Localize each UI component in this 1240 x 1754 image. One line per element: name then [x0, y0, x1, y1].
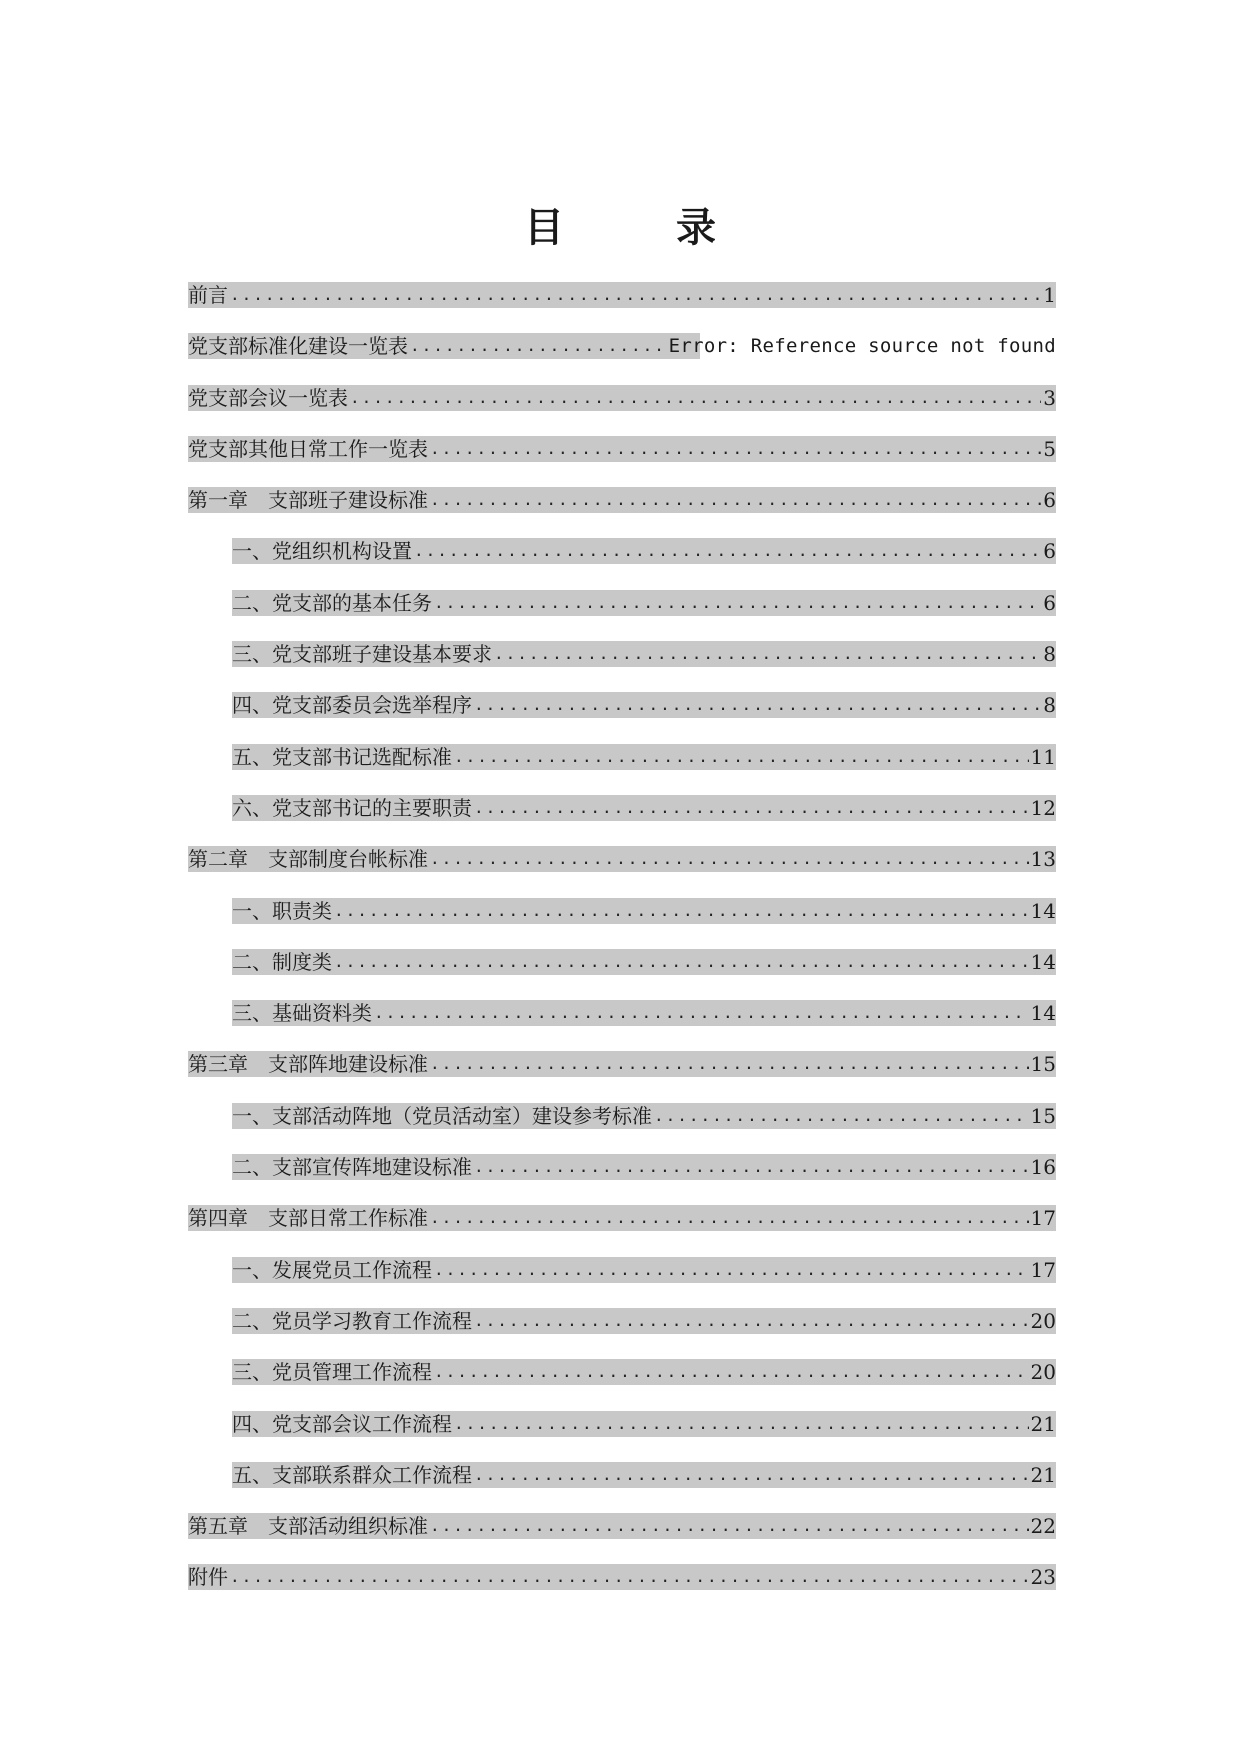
- toc-entry-label: 第五章 支部活动组织标准: [188, 1514, 428, 1539]
- toc-dot-leader: [230, 282, 1041, 308]
- toc-entry[interactable]: [188, 1562, 1056, 1613]
- toc-entry-link[interactable]: [232, 590, 1056, 616]
- toc-page-number: 14: [1030, 898, 1056, 923]
- toc-dot-leader: [374, 1000, 1029, 1026]
- toc-entry-label: 第四章 支部日常工作标准: [188, 1206, 428, 1231]
- toc-page-number: 8: [1043, 693, 1056, 718]
- toc-dot-leader: [414, 538, 1041, 564]
- toc-page-number: 20: [1030, 1360, 1056, 1385]
- toc-dot-leader: [474, 795, 1029, 821]
- toc-entry[interactable]: [188, 896, 1056, 947]
- toc-entry-link[interactable]: [232, 1411, 1056, 1437]
- toc-dot-leader: [350, 385, 1041, 411]
- toc-dot-leader: [430, 487, 1041, 513]
- toc-entry-label: 一、发展党员工作流程: [232, 1257, 432, 1282]
- toc-entry-link[interactable]: [232, 1359, 1056, 1385]
- toc-page-number: 15: [1030, 1052, 1056, 1077]
- toc-entry[interactable]: [188, 383, 1056, 434]
- toc-dot-leader: [474, 1462, 1029, 1488]
- toc-entry-label: 党支部其他日常工作一览表: [188, 436, 428, 461]
- toc-dot-leader: [654, 1103, 1029, 1129]
- toc-entry[interactable]: [188, 1306, 1056, 1357]
- toc-entry-link[interactable]: [232, 1000, 1056, 1026]
- toc-entry[interactable]: [188, 1203, 1056, 1254]
- toc-entry[interactable]: [188, 742, 1056, 793]
- toc-entry-label: 三、党支部班子建设基本要求: [232, 642, 492, 667]
- toc-entry-label: 二、党支部的基本任务: [232, 590, 432, 615]
- toc-entry[interactable]: [188, 947, 1056, 998]
- toc-entry-link[interactable]: [232, 1103, 1056, 1129]
- toc-entry[interactable]: [188, 1460, 1056, 1511]
- toc-entry[interactable]: [188, 1357, 1056, 1408]
- toc-page-number: 21: [1030, 1462, 1056, 1487]
- toc-page-number: 23: [1030, 1565, 1056, 1590]
- toc-page-number: 17: [1030, 1206, 1056, 1231]
- toc-entry[interactable]: [188, 639, 1056, 690]
- toc-entry-link[interactable]: [232, 744, 1056, 770]
- toc-entry-label: 五、支部联系群众工作流程: [232, 1462, 472, 1487]
- toc-entry-label: 二、支部宣传阵地建设标准: [232, 1155, 472, 1180]
- toc-page-number: 13: [1030, 847, 1056, 872]
- toc-entry-label: 附件: [188, 1565, 228, 1590]
- toc-entry-label: 一、职责类: [232, 898, 332, 923]
- toc-entry-link[interactable]: [232, 1154, 1056, 1180]
- toc-entry-label: 五、党支部书记选配标准: [232, 744, 452, 769]
- toc-entry[interactable]: [188, 536, 1056, 587]
- toc-entry-label: 三、基础资料类: [232, 1001, 372, 1026]
- toc-dot-leader: [494, 641, 1041, 667]
- toc-entry-link[interactable]: [188, 282, 1056, 308]
- toc-entry[interactable]: [188, 588, 1056, 639]
- toc-dot-leader: [334, 949, 1029, 975]
- toc-title: 目 录: [524, 205, 752, 251]
- toc-entry-label: 第二章 支部制度台帐标准: [188, 847, 428, 872]
- toc-entry[interactable]: [188, 1255, 1056, 1306]
- toc-entry[interactable]: [188, 690, 1056, 741]
- toc-entry-link[interactable]: [188, 846, 1056, 872]
- toc-dot-leader: [430, 436, 1041, 462]
- toc-entry-label: 三、党员管理工作流程: [232, 1360, 432, 1385]
- toc-dot-leader: [474, 1308, 1029, 1334]
- toc-entry[interactable]: [188, 793, 1056, 844]
- toc-entry-link[interactable]: [232, 795, 1056, 821]
- toc-dot-leader: [430, 1051, 1029, 1077]
- toc-entry-link[interactable]: [232, 1308, 1056, 1334]
- toc-page-number: 17: [1030, 1257, 1056, 1282]
- toc-page-number: 21: [1030, 1411, 1056, 1436]
- toc-page-number: 22: [1030, 1514, 1056, 1539]
- toc-entry[interactable]: [188, 1511, 1056, 1562]
- toc-dot-leader: [230, 1564, 1029, 1590]
- toc-entry[interactable]: [188, 1152, 1056, 1203]
- toc-dot-leader: [474, 1154, 1029, 1180]
- toc-entry-label: 六、党支部书记的主要职责: [232, 795, 472, 820]
- toc-entry-label: 第三章 支部阵地建设标准: [188, 1052, 428, 1077]
- toc-entry-label: 第一章 支部班子建设标准: [188, 488, 428, 513]
- toc-entry[interactable]: [188, 485, 1056, 536]
- toc-page-number: 15: [1030, 1103, 1056, 1128]
- toc-page-number: 8: [1043, 642, 1056, 667]
- toc-dot-leader: [430, 1205, 1029, 1231]
- toc-entry-link[interactable]: [232, 538, 1056, 564]
- toc-entry[interactable]: [188, 1049, 1056, 1100]
- toc-entry[interactable]: [188, 434, 1056, 485]
- toc-dot-leader: [434, 1257, 1029, 1283]
- toc-entry[interactable]: [188, 280, 1056, 331]
- toc-dot-leader: [454, 1411, 1029, 1437]
- toc-entry[interactable]: [188, 331, 1056, 382]
- toc-entry-link[interactable]: [188, 1513, 1056, 1539]
- toc-page-number: 5: [1043, 436, 1056, 461]
- toc-entry-link[interactable]: [232, 949, 1056, 975]
- toc-entry-link[interactable]: [188, 1205, 1056, 1231]
- toc-entry[interactable]: [188, 1409, 1056, 1460]
- toc-entry-label: 一、党组织机构设置: [232, 539, 412, 564]
- toc-list: [188, 280, 1056, 1614]
- toc-dot-leader: [410, 333, 667, 359]
- toc-entry-link[interactable]: [188, 487, 1056, 513]
- toc-dot-leader: [434, 590, 1041, 616]
- toc-dot-leader: [430, 1513, 1029, 1539]
- toc-entry-link[interactable]: [232, 692, 1056, 718]
- toc-page-number: 11: [1030, 744, 1056, 769]
- toc-page-number: 1: [1043, 283, 1056, 307]
- toc-dot-leader: [454, 744, 1029, 770]
- toc-page-number: 14: [1030, 1001, 1056, 1026]
- toc-entry-label: 前言: [188, 283, 228, 307]
- toc-page-number: 6: [1043, 590, 1056, 615]
- toc-page-number: 3: [1043, 385, 1056, 410]
- toc-entry[interactable]: [188, 998, 1056, 1049]
- toc-entry-label: 二、制度类: [232, 949, 332, 974]
- toc-entry-label: 党支部标准化建设一览表: [188, 334, 408, 359]
- toc-entry-link[interactable]: [232, 898, 1056, 924]
- toc-dot-leader: [430, 846, 1029, 872]
- toc-page-number: 12: [1030, 795, 1056, 820]
- toc-page-number: 6: [1043, 539, 1056, 564]
- toc-entry-link[interactable]: [188, 1564, 1056, 1590]
- toc-entry[interactable]: [188, 844, 1056, 895]
- toc-dot-leader: [434, 1359, 1029, 1385]
- toc-entry-label: 四、党支部委员会选举程序: [232, 693, 472, 718]
- toc-entry-link[interactable]: [232, 1257, 1056, 1283]
- toc-entry-link[interactable]: [188, 333, 1056, 359]
- toc-entry-label: 一、支部活动阵地（党员活动室）建设参考标准: [232, 1103, 652, 1128]
- toc-entry-link[interactable]: [188, 436, 1056, 462]
- toc-page-number: 16: [1030, 1155, 1056, 1180]
- toc-entry-link[interactable]: [232, 641, 1056, 667]
- toc-entry-label: 二、党员学习教育工作流程: [232, 1308, 472, 1333]
- toc-entry-link[interactable]: [188, 1051, 1056, 1077]
- toc-page-number: 20: [1030, 1308, 1056, 1333]
- toc-dot-leader: [474, 692, 1041, 718]
- toc-dot-leader: [334, 898, 1029, 924]
- toc-reference-error: Error: Reference source not found: [668, 335, 1056, 358]
- toc-entry-label: 四、党支部会议工作流程: [232, 1411, 452, 1436]
- toc-entry-link[interactable]: [232, 1462, 1056, 1488]
- toc-entry[interactable]: [188, 1101, 1056, 1152]
- toc-entry-link[interactable]: [188, 385, 1056, 411]
- toc-page-number: 14: [1030, 949, 1056, 974]
- toc-entry-label: 党支部会议一览表: [188, 385, 348, 410]
- toc-page-number: 6: [1043, 488, 1056, 513]
